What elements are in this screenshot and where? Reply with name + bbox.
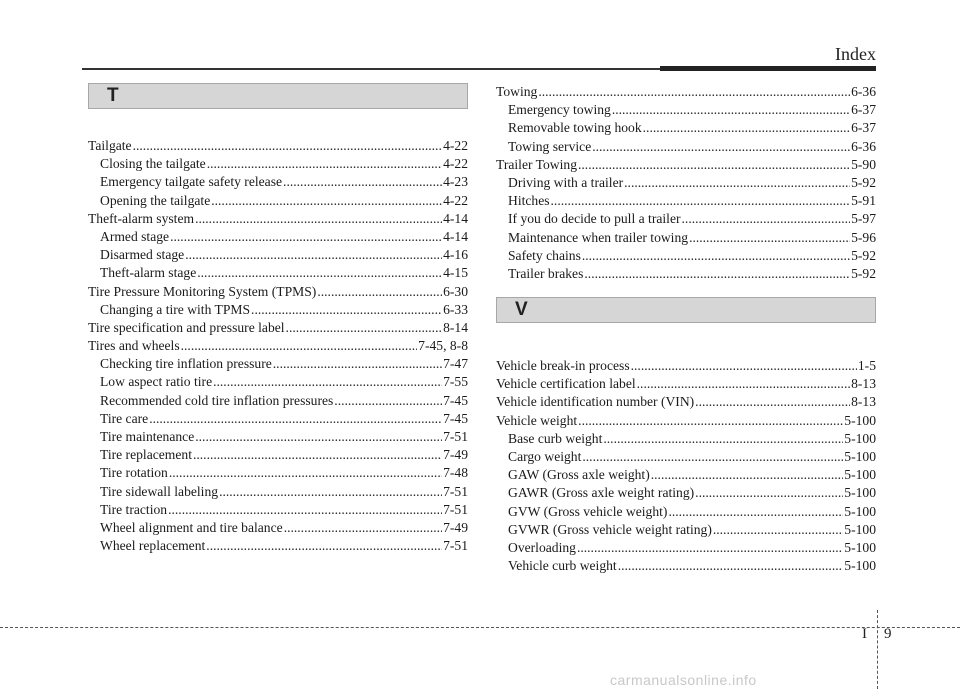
page-ref: 5-92	[851, 265, 876, 281]
index-subentry[interactable]: If you do decide to pull a trailer ..... 5-97	[496, 210, 876, 228]
page-ref: 5-92	[851, 247, 876, 263]
page-ref: 4-14	[443, 228, 468, 244]
page-ref: 5-100	[844, 449, 876, 464]
footer-divider	[877, 610, 878, 689]
index-column-right	[496, 83, 876, 575]
page-ref: 5-90	[851, 156, 876, 172]
page-ref: 7-55	[443, 374, 468, 390]
index-subentry[interactable]: Wheel replacement ..... 7-51	[88, 537, 468, 555]
page-ref: 7-45	[443, 410, 468, 426]
page-ref: 7-45, 8-8	[418, 338, 468, 354]
index-subentry[interactable]: Recommended cold tire inflation pressures ..... 7-45	[88, 392, 468, 410]
page-ref: 7-51	[443, 429, 468, 444]
index-entry-trailer-towing[interactable]: Trailer Towing ..... 5-90	[496, 156, 876, 174]
page-ref: 6-30	[443, 283, 468, 299]
page-ref: 7-45	[443, 392, 468, 408]
index-subentry[interactable]: Hitches ..... 5-91	[496, 192, 876, 210]
watermark-text: carmanualsonline.info	[610, 672, 757, 688]
page-ref: 5-100	[844, 503, 876, 519]
index-subentry[interactable]: Maintenance when trailer towing ..... 5-96	[496, 229, 876, 247]
index-subentry[interactable]: Driving with a trailer ..... 5-92	[496, 174, 876, 192]
page-ref: 6-33	[443, 301, 468, 317]
page-ref: 5-100	[844, 558, 876, 574]
section-header-v	[496, 297, 876, 323]
page-ref: 5-100	[844, 521, 876, 537]
page-ref: 7-48	[443, 465, 468, 481]
page-ref: 7-51	[443, 483, 468, 499]
index-entry-vehicle-certification-label[interactable]: Vehicle certification label ..... 8-13	[496, 375, 876, 393]
page-ref: 5-100	[844, 467, 876, 483]
index-subentry[interactable]: Checking tire inflation pressure ..... 7-47	[88, 355, 468, 373]
page-ref: 8-14	[443, 319, 468, 335]
index-subentry[interactable]: Tire traction ..... 7-51	[88, 501, 468, 519]
index-subentry[interactable]: GAW (Gross axle weight) ..... 5-100	[496, 466, 876, 484]
footer-section-letter: I	[862, 626, 867, 642]
page-ref: 4-22	[443, 138, 468, 153]
index-subentry[interactable]: Safety chains ..... 5-92	[496, 247, 876, 265]
page-ref: 5-100	[844, 430, 876, 446]
page-ref: 1-5	[857, 358, 876, 374]
page-ref: 4-15	[443, 265, 468, 281]
page-header-title: Index	[835, 44, 876, 64]
page-ref: 4-14	[443, 210, 468, 226]
index-subentry[interactable]: Cargo weight ..... 5-100	[496, 448, 876, 466]
index-entry-tpms[interactable]: Tire Pressure Monitoring System (TPMS) ..... 6-30	[88, 283, 468, 301]
page-ref: 5-100	[844, 412, 876, 428]
index-entry-tires-and-wheels[interactable]: Tires and wheels ..... 7-45, 8-8	[88, 337, 468, 355]
index-subentry[interactable]: Tire care ..... 7-45	[88, 410, 468, 428]
page-ref: 4-23	[443, 174, 468, 190]
page-ref: 7-51	[443, 501, 468, 517]
index-subentry[interactable]: Vehicle curb weight ..... 5-100	[496, 557, 876, 575]
index-subentry[interactable]: Wheel alignment and tire balance ..... 7-49	[88, 519, 468, 537]
index-entry-vehicle-break-in[interactable]: Vehicle break-in process ..... 1-5	[496, 357, 876, 375]
index-entry-vin[interactable]: Vehicle identification number (VIN) ..... 8-13	[496, 393, 876, 411]
page-ref: 6-36	[851, 138, 876, 154]
index-subentry[interactable]: Trailer brakes ..... 5-92	[496, 265, 876, 283]
index-subentry[interactable]: Emergency towing ..... 6-37	[496, 101, 876, 119]
index-subentry[interactable]: GAWR (Gross axle weight rating) ..... 5-100	[496, 484, 876, 502]
page-ref: 6-36	[851, 84, 876, 99]
page-ref: 7-47	[443, 356, 468, 372]
index-subentry[interactable]: Tire replacement ..... 7-49	[88, 446, 468, 464]
page-ref: 6-37	[851, 102, 876, 118]
page-ref: 5-100	[844, 485, 876, 501]
index-entry-vehicle-weight[interactable]: Vehicle weight ..... 5-100	[496, 412, 876, 430]
page-ref: 5-92	[851, 174, 876, 190]
index-subentry[interactable]: Changing a tire with TPMS ..... 6-33	[88, 301, 468, 319]
page-ref: 4-22	[443, 192, 468, 208]
index-entry-tire-specification[interactable]: Tire specification and pressure label ..... 8-14	[88, 319, 468, 337]
index-subentry[interactable]: Theft-alarm stage ..... 4-15	[88, 264, 468, 282]
index-entry-tailgate[interactable]: Tailgate ..... 4-22	[88, 137, 468, 155]
index-subentry[interactable]: Towing service ..... 6-36	[496, 138, 876, 156]
index-subentry[interactable]: Tire maintenance ..... 7-51	[88, 428, 468, 446]
index-subentry[interactable]: GVWR (Gross vehicle weight rating) ..... 5-100	[496, 521, 876, 539]
page-ref: 6-37	[851, 120, 876, 136]
index-subentry[interactable]: Low aspect ratio tire ..... 7-55	[88, 373, 468, 391]
index-subentry[interactable]: Tire sidewall labeling ..... 7-51	[88, 483, 468, 501]
section-header-t	[88, 83, 468, 109]
index-column-left	[88, 83, 468, 555]
footer-page-number: 9	[884, 626, 892, 642]
index-subentry[interactable]: Disarmed stage ..... 4-16	[88, 246, 468, 264]
index-entry-theft-alarm-system[interactable]: Theft-alarm system ..... 4-14	[88, 210, 468, 228]
page-ref: 7-49	[443, 519, 468, 535]
index-subentry[interactable]: Removable towing hook ..... 6-37	[496, 119, 876, 137]
section-letter-v: V	[515, 299, 528, 321]
index-subentry[interactable]: Base curb weight ..... 5-100	[496, 430, 876, 448]
index-subentry[interactable]: Tire rotation ..... 7-48	[88, 464, 468, 482]
page-ref: 5-100	[844, 539, 876, 555]
index-subentry[interactable]: Emergency tailgate safety release ..... 4-23	[88, 173, 468, 191]
page-ref: 4-16	[443, 247, 468, 263]
footer-rule	[0, 627, 960, 628]
index-subentry[interactable]: GVW (Gross vehicle weight) ..... 5-100	[496, 503, 876, 521]
index-subentry[interactable]: Closing the tailgate ..... 4-22	[88, 155, 468, 173]
section-letter-t: T	[107, 85, 119, 106]
header-accent-bar	[660, 66, 876, 71]
page-ref: 5-91	[851, 193, 876, 209]
page-ref: 8-13	[851, 376, 876, 392]
page-ref: 8-13	[851, 394, 876, 410]
index-subentry[interactable]: Armed stage ..... 4-14	[88, 228, 468, 246]
index-subentry[interactable]: Overloading ..... 5-100	[496, 539, 876, 557]
page-ref: 5-97	[851, 211, 876, 227]
index-entry-towing[interactable]: Towing ..... 6-36	[496, 83, 876, 101]
page-ref: 4-22	[443, 156, 468, 172]
index-subentry[interactable]: Opening the tailgate ..... 4-22	[88, 192, 468, 210]
page-ref: 5-96	[851, 229, 876, 245]
page-ref: 7-51	[443, 538, 468, 554]
page-ref: 7-49	[443, 447, 468, 463]
